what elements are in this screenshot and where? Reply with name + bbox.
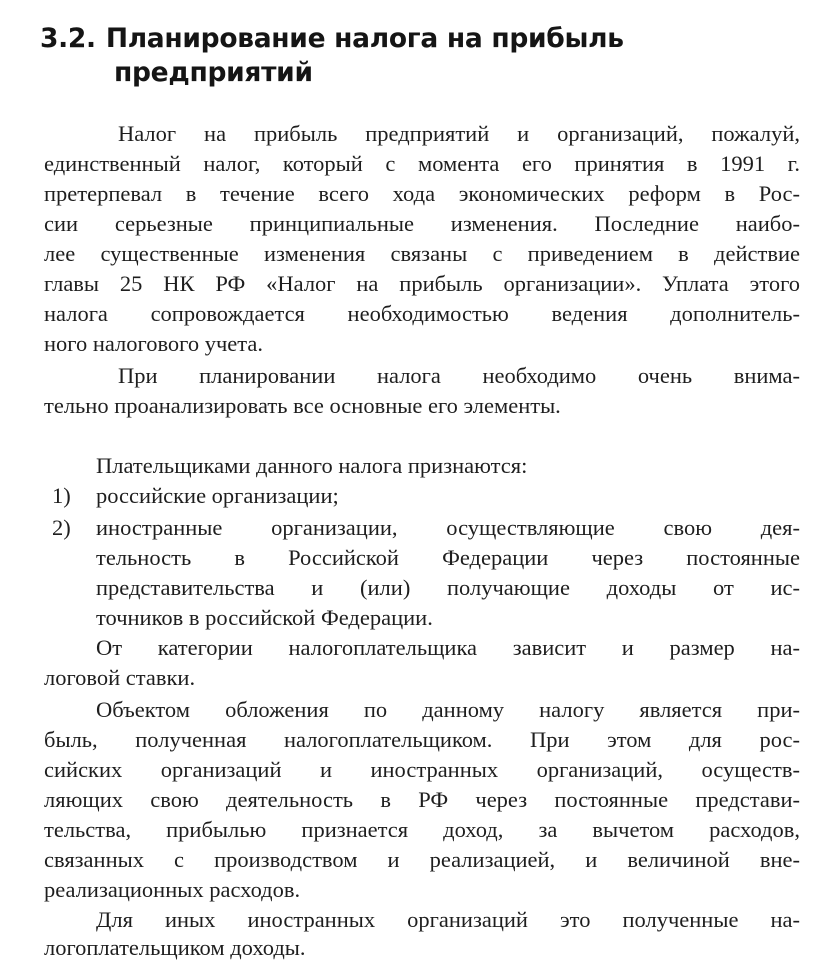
paragraph-1-line: претерпевал в течение всего хода экономических реформ в Рос- <box>44 181 800 206</box>
paragraph-3-line: От категории налогоплательщика зависит и размер на- <box>96 635 800 660</box>
paragraph-1-line: единственный налог, который с момента его принятия в 1991 г. <box>44 151 800 176</box>
paragraph-2-line: тельно проанализировать все основные его элементы. <box>44 393 561 418</box>
paragraph-4-line: связанных с производством и реализацией, и величиной вне- <box>44 847 800 872</box>
section-number: 3.2. <box>40 23 96 54</box>
paragraph-5-line: Для иных иностранных организаций это полученные на- <box>96 907 800 932</box>
list-item-text: тельность в Российской Федерации через постоянные <box>96 545 800 570</box>
paragraph-1-line: сии серьезные принципиальные изменения. Последние наибо- <box>44 211 800 236</box>
list-item-text: иностранные организации, осуществляющие свою дея- <box>96 515 800 540</box>
list-item-text: представительства и (или) получающие доходы от ис- <box>96 575 800 600</box>
paragraph-3-line: логовой ставки. <box>44 665 196 690</box>
list-number: 2) <box>52 515 71 540</box>
paragraph-4-line: тельства, прибылью признается доход, за вычетом расходов, <box>44 817 800 842</box>
paragraph-4-line: реализационных расходов. <box>44 877 301 902</box>
list-number: 1) <box>52 483 71 508</box>
paragraph-2-line: При планировании налога необходимо очень внима- <box>118 363 800 388</box>
paragraph-4-line: быль, полученная налогоплательщиком. При этом для рос- <box>44 727 800 752</box>
paragraph-1-line: лее существенные изменения связаны с приведением в действие <box>44 241 800 266</box>
paragraph-1-line: главы 25 НК РФ «Налог на прибыль организации». Уплата этого <box>44 271 800 296</box>
section-title-line-2: предприятий <box>114 57 313 88</box>
section-heading <box>40 22 800 90</box>
paragraph-1-line: налога сопровождается необходимостью ведения дополнитель- <box>44 301 800 326</box>
paragraph-4-line: сийских организаций и иностранных организаций, осуществ- <box>44 757 800 782</box>
paragraph-4-line: ляющих свою деятельность в РФ через постоянные представи- <box>44 787 800 812</box>
list-item-text: российские организации; <box>96 483 339 508</box>
paragraph-4-line: Объектом обложения по данному налогу является при- <box>96 697 800 722</box>
list-item-text: точников в российской Федерации. <box>96 605 433 630</box>
paragraph-5-line: логоплательщиком доходы. <box>44 935 306 960</box>
payers-intro: Плательщиками данного налога признаются: <box>96 453 528 478</box>
paragraph-1-line: ного налогового учета. <box>44 331 263 356</box>
paragraph-1-line: Налог на прибыль предприятий и организаций, пожалуй, <box>118 121 800 146</box>
section-title-line-1: Планирование налога на прибыль <box>105 23 624 54</box>
